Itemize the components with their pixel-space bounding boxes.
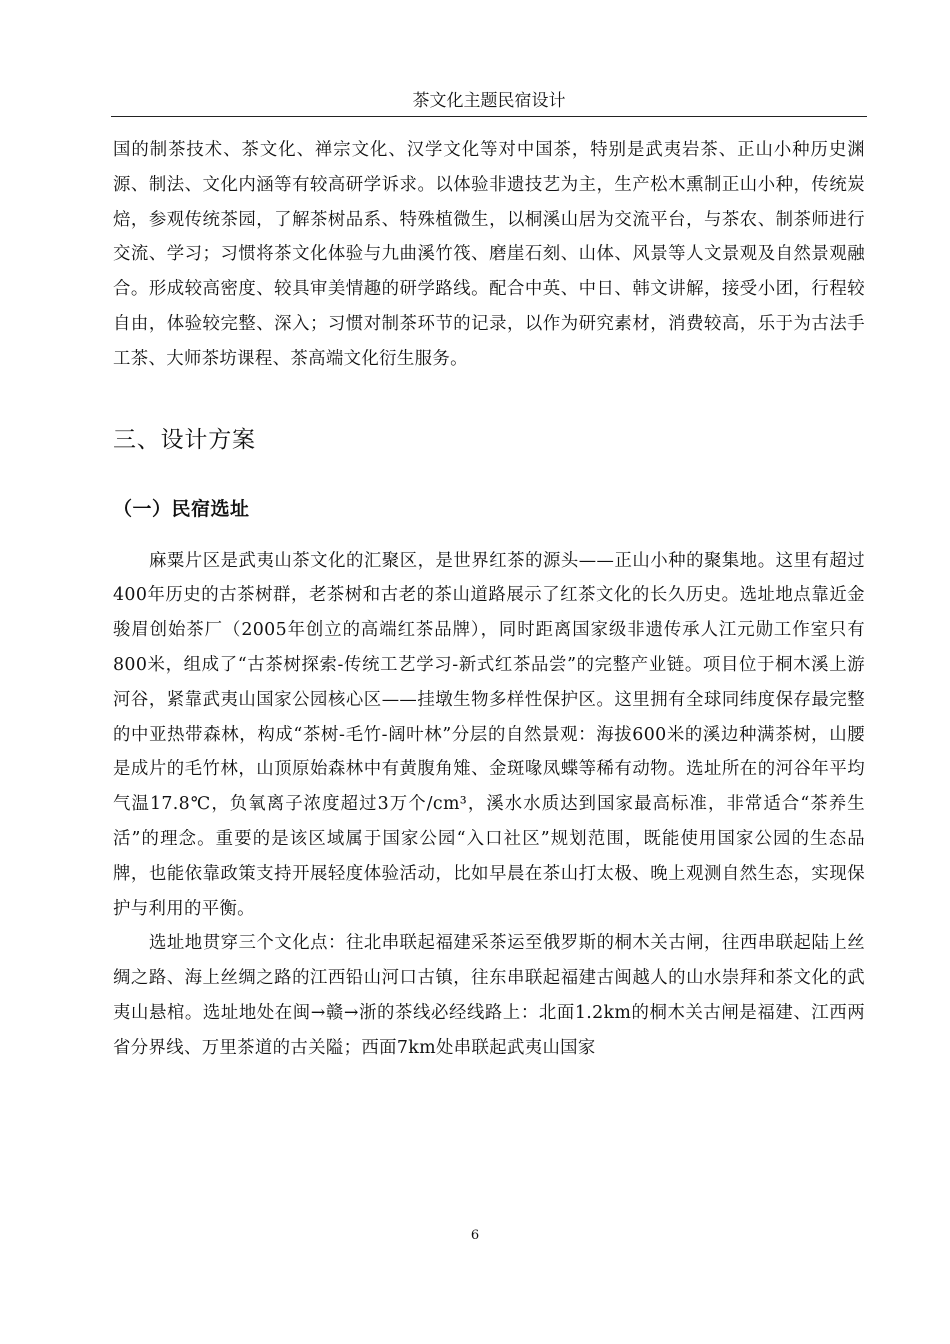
- header-rule: [111, 116, 867, 117]
- subsection-heading: （一）民宿选址: [113, 497, 250, 520]
- page-number: 6: [470, 1228, 480, 1243]
- body-paragraph-cultural-points: 选址地贯穿三个文化点：往北串联起福建采茶运至俄罗斯的桐木关古闸，往西串联起陆上丝绸之路、海上丝绸之路的江西铅山河口古镇，往东串联起福建古闽越人的山水崇拜和茶文化的武夷山悬棺。选址地处在闽→赣→浙的茶线必经线路上：北面1.2km的桐木关古闸是福建、江西两省分界线、万里茶道的古关隘；西面7km处串联起武夷山国家: [113, 933, 865, 1058]
- section-heading: 三、设计方案: [113, 426, 256, 453]
- body-paragraph-continued: 国的制茶技术、茶文化、禅宗文化、汉学文化等对中国茶，特别是武夷岩茶、正山小种历史渊源、制法、文化内涵等有较高研学诉求。以体验非遗技艺为主，生产松木熏制正山小种，传统炭焙，参观传统茶园，了解茶树品系、特殊植微生，以桐溪山居为交流平台，与茶农、制茶师进行交流、学习；习惯将茶文化体验与九曲溪竹筏、磨崖石刻、山体、风景等人文景观及自然景观融合。形成较高密度、较具审美情趣的研学路线。配合中英、中日、韩文讲解，接受小团，行程较自由，体验较完整、深入；习惯对制茶环节的记录，以作为研究素材，消费较高，乐于为古法手工茶、大师茶坊课程、茶高端文化衍生服务。: [113, 140, 865, 369]
- body-paragraph-site-selection: 麻粟片区是武夷山茶文化的汇聚区，是世界红茶的源头——正山小种的聚集地。这里有超过400年历史的古茶树群，老茶树和古老的茶山道路展示了红茶文化的长久历史。选址地点靠近金骏眉创始茶厂（2005年创立的高端红茶品牌），同时距离国家级非遗传承人江元勋工作室只有800米，组成了“古茶树探索-传统工艺学习-新式红茶品尝”的完整产业链。项目位于桐木溪上游河谷，紧靠武夷山国家公园核心区——挂墩生物多样性保护区。这里拥有全球同纬度保存最完整的中亚热带森林，构成“茶树-毛竹-阔叶林”分层的自然景观：海拔600米的溪边种满茶树，山腰是成片的毛竹林，山顶原始森林中有黄腹角雉、金斑喙凤蝶等稀有动物。选址所在的河谷年平均气温17.8℃，负氧离子浓度超过3万个/cm³，溪水水质达到国家最高标准，非常适合“茶养生活”的理念。重要的是该区域属于国家公园“入口社区”规划范围，既能使用国家公园的生态品牌，也能依靠政策支持开展轻度体验活动，比如早晨在茶山打太极、晚上观测自然生态，实现保护与利用的平衡。: [113, 550, 865, 919]
- running-header: 茶文化主题民宿设计: [412, 91, 566, 111]
- page-content: [113, 133, 865, 1066]
